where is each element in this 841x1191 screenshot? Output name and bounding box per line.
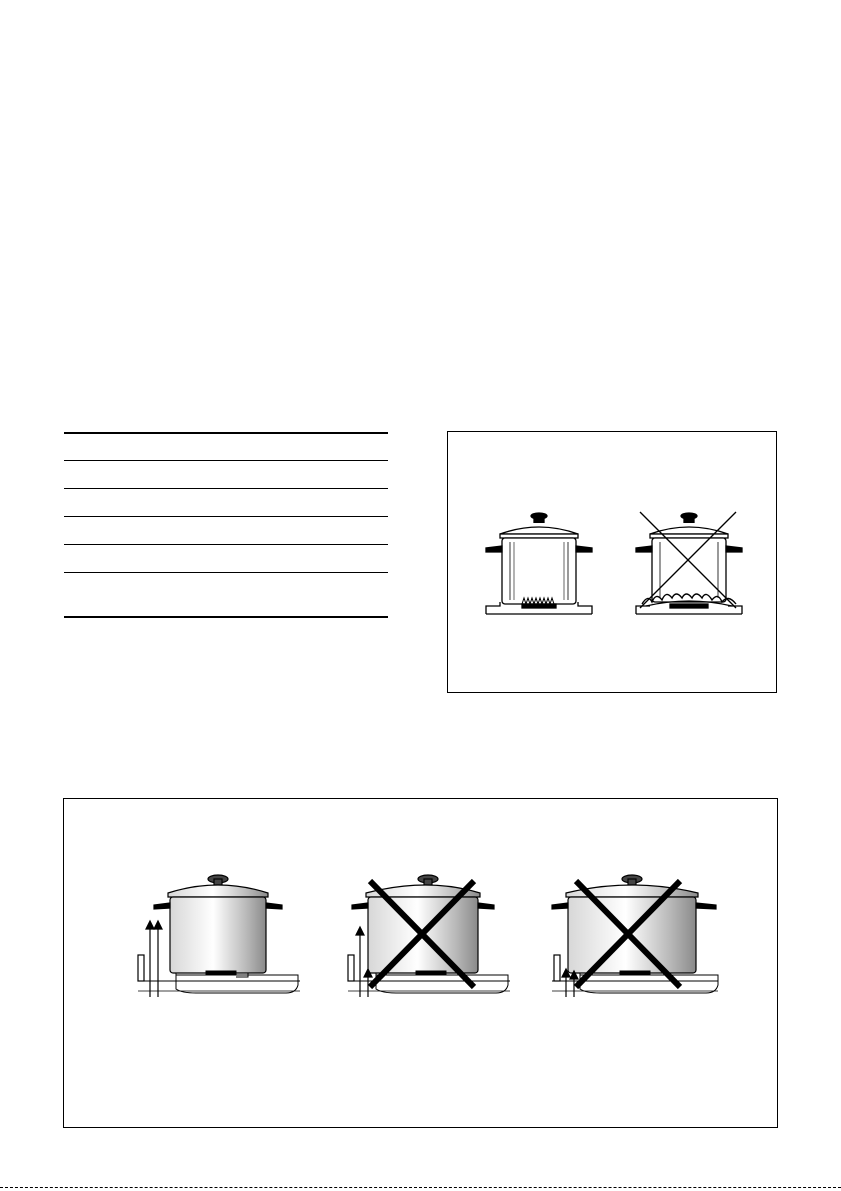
table-bottom-rule xyxy=(64,616,388,618)
empty-ruled-table xyxy=(64,432,388,618)
pan-correct-position-illustration xyxy=(136,873,300,997)
pan-incorrect-position-illustration xyxy=(550,873,722,997)
page-bottom-dashed-rule xyxy=(0,1187,841,1188)
table-row-rule xyxy=(64,516,388,517)
table-row-rule xyxy=(64,572,388,573)
pot-large-flame-illustration xyxy=(634,512,744,614)
table-row-rule xyxy=(64,488,388,489)
table-top-rule xyxy=(64,432,388,434)
table-row-rule xyxy=(64,544,388,545)
pot-small-flame-illustration xyxy=(484,512,594,614)
pan-position-figure xyxy=(63,798,778,1128)
table-row-rule xyxy=(64,460,388,461)
flame-size-figure xyxy=(447,431,777,693)
pan-incorrect-position-illustration xyxy=(346,873,510,997)
